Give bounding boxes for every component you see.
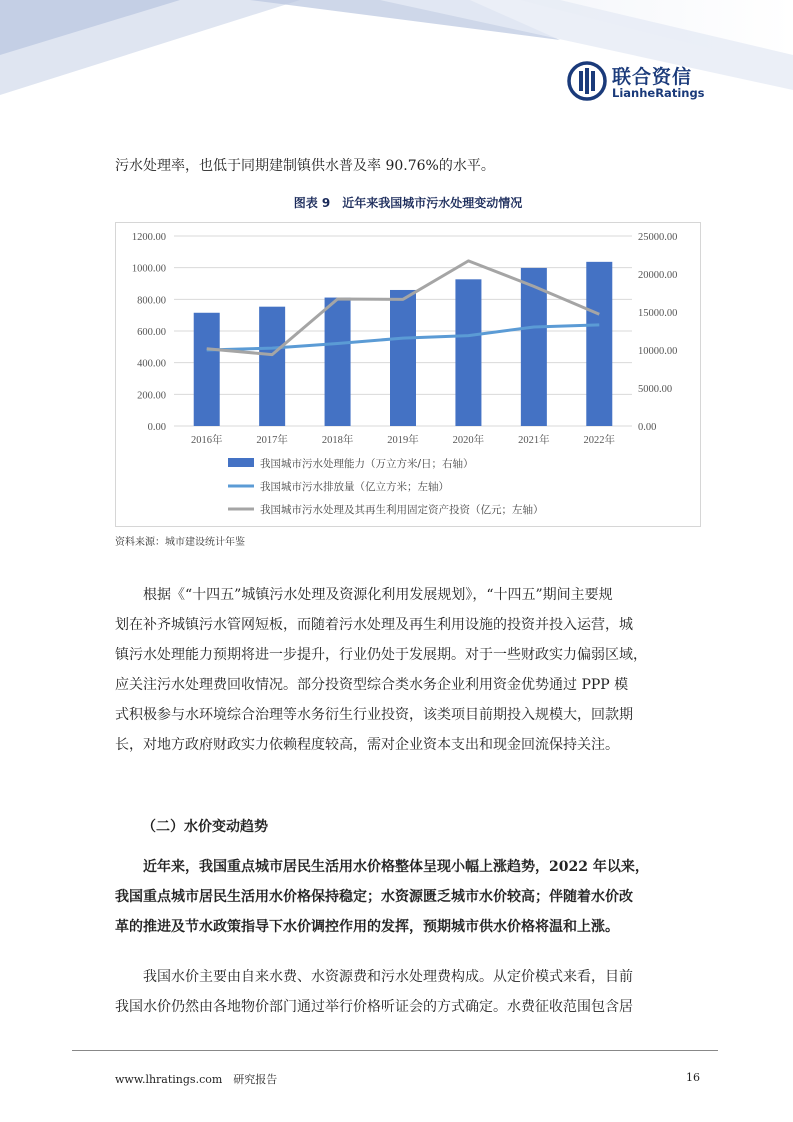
text-line: 划在补齐城镇污水管网短板，而随着污水处理及再生利用设施的投资并投入运营，城 (115, 617, 633, 633)
paragraph-2-bold (115, 852, 701, 942)
text-line: 革的推进及节水政策指导下水价调控作用的发挥，预期城市供水价格将温和上涨。 (115, 919, 619, 935)
paragraph-1 (115, 580, 701, 760)
left-tick-label: 0.00 (147, 422, 166, 433)
figure-source: 资料来源：城市建设统计年鉴 (115, 537, 245, 548)
chart (116, 223, 700, 526)
logo-text-en: LianheRatings (612, 86, 705, 100)
left-tick-label: 800.00 (137, 295, 166, 307)
bar (325, 298, 351, 426)
text-line: 式积极参与水环境综合治理等水务衍生行业投资，该类项目前期投入规模大，回款期 (115, 707, 633, 723)
right-tick-label: 5000.00 (638, 384, 673, 395)
text-line: 我国水价仍然由各地物价部门通过举行价格听证会的方式确定。水费征收范围包含居 (115, 999, 633, 1015)
left-tick-label: 400.00 (137, 358, 166, 370)
left-tick-label: 600.00 (137, 327, 166, 338)
bar (390, 290, 416, 426)
left-tick-label: 1000.00 (131, 263, 166, 275)
paragraph-3 (115, 962, 701, 1022)
right-tick-label: 0.00 (638, 422, 657, 433)
left-tick-label: 200.00 (137, 390, 166, 402)
chart-container (115, 222, 701, 527)
right-tick-label: 20000.00 (638, 270, 678, 281)
text-line: 应关注污水处理费回收情况。部分投资型综合类水务企业利用资金优势通过 PPP 模 (115, 677, 629, 693)
right-tick-label: 10000.00 (638, 346, 678, 357)
text-line: 镇污水处理能力预期将进一步提升，行业仍处于发展期。对于一些财政实力偏弱区域， (115, 647, 647, 663)
page-number: 16 (686, 1071, 700, 1084)
right-tick-label: 25000.00 (638, 232, 678, 243)
x-tick-label: 2017年 (256, 435, 288, 446)
legend-swatch (228, 458, 254, 467)
bar (586, 262, 612, 426)
intro-paragraph (115, 151, 701, 181)
x-tick-label: 2022年 (583, 435, 616, 446)
x-tick-label: 2018年 (321, 435, 354, 446)
x-tick-label: 2016年 (190, 435, 223, 446)
left-tick-label: 1200.00 (131, 232, 166, 243)
section-heading: （二）水价变动趋势 (142, 819, 268, 835)
footer-site: www.lhratings.com 研究报告 (115, 1073, 278, 1086)
figure-title: 图表 9 近年来我国城市污水处理变动情况 (293, 196, 523, 210)
text-line: 我国重点城市居民生活用水价格保持稳定；水资源匮乏城市水价较高；伴随着水价改 (115, 889, 633, 905)
x-tick-label: 2020年 (452, 435, 485, 446)
bar (455, 279, 481, 426)
text-line: 污水处理率，也低于同期建制镇供水普及率 90.76%的水平。 (115, 158, 495, 174)
text-line: 根据《“十四五”城镇污水处理及资源化利用发展规划》，“十四五”期间主要规 (143, 587, 613, 603)
legend-label: 我国城市污水排放量（亿立方米；左轴） (260, 481, 449, 493)
right-tick-label: 15000.00 (638, 308, 678, 319)
company-logo (566, 60, 716, 104)
x-tick-label: 2019年 (387, 435, 419, 446)
text-line: 长，对地方政府财政实力依赖程度较高，需对企业资本支出和现金回流保持关注。 (115, 737, 619, 753)
legend-label: 我国城市污水处理及其再生利用固定资产投资（亿元；左轴） (260, 504, 544, 516)
x-tick-label: 2021年 (518, 435, 550, 446)
logo-text-cn: 联合资信 (612, 66, 693, 88)
bar (259, 307, 285, 426)
legend-label: 我国城市污水处理能力（万立方米/日；右轴） (260, 458, 474, 470)
text-line: 我国水价主要由自来水费、水资源费和污水处理费构成。从定价模式来看，目前 (143, 969, 633, 985)
logo-mark-icon (566, 60, 608, 102)
text-line: 近年来，我国重点城市居民生活用水价格整体呈现小幅上涨趋势，2022 年以来， (143, 859, 649, 875)
footer-divider (72, 1050, 718, 1051)
bar (194, 313, 220, 426)
